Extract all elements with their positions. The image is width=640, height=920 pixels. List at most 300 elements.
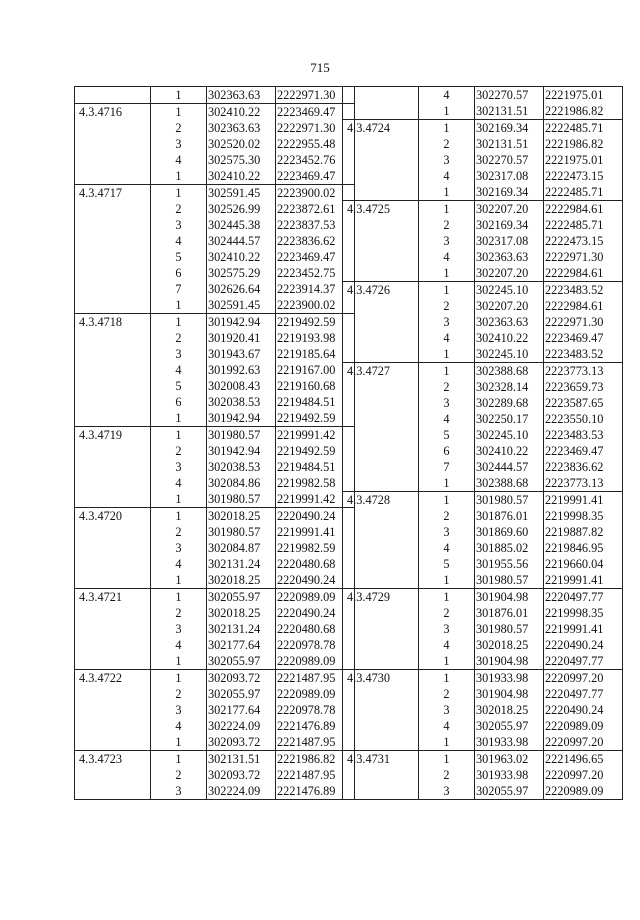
x-coordinate: 302018.25 [207, 572, 276, 589]
table-row [343, 556, 623, 572]
point-number: 1 [151, 751, 207, 768]
point-number: 3 [419, 152, 475, 168]
parcel-code [75, 136, 151, 152]
table-row [343, 298, 623, 314]
table-row [75, 589, 355, 606]
parcel-code [343, 87, 419, 104]
point-number: 4 [419, 540, 475, 556]
parcel-code [343, 298, 419, 314]
y-coordinate: 2221496.65 [544, 751, 623, 768]
parcel-code: 4.3.4727 [343, 363, 419, 380]
y-coordinate: 2220490.24 [544, 702, 623, 718]
x-coordinate: 302250.17 [475, 411, 544, 427]
table-row [75, 751, 355, 768]
y-coordinate: 2220997.20 [544, 734, 623, 751]
y-coordinate: 2221487.95 [276, 734, 355, 751]
point-number: 2 [151, 201, 207, 217]
point-number: 6 [419, 443, 475, 459]
table-row [343, 120, 623, 137]
x-coordinate: 302131.51 [207, 751, 276, 768]
parcel-code [343, 152, 419, 168]
x-coordinate: 301869.60 [475, 524, 544, 540]
table-row [75, 120, 355, 136]
x-coordinate: 302018.25 [475, 637, 544, 653]
table-row [75, 459, 355, 475]
parcel-code [75, 524, 151, 540]
point-number: 3 [419, 702, 475, 718]
table-row [343, 751, 623, 768]
point-number: 2 [151, 443, 207, 459]
point-number: 4 [151, 233, 207, 249]
table-row [75, 783, 355, 800]
parcel-code [343, 637, 419, 653]
parcel-code [75, 443, 151, 459]
x-coordinate: 302245.10 [475, 346, 544, 363]
y-coordinate: 2219991.41 [544, 621, 623, 637]
x-coordinate: 301980.57 [207, 491, 276, 508]
x-coordinate: 301942.94 [207, 443, 276, 459]
point-number: 2 [419, 605, 475, 621]
y-coordinate: 2222485.71 [544, 120, 623, 137]
y-coordinate: 2220989.09 [544, 783, 623, 800]
table-row [343, 168, 623, 184]
y-coordinate: 2223900.02 [276, 185, 355, 202]
table-row [343, 492, 623, 509]
y-coordinate: 2222971.30 [544, 314, 623, 330]
y-coordinate: 2223452.75 [276, 265, 355, 281]
y-coordinate: 2220480.68 [276, 621, 355, 637]
x-coordinate: 301980.57 [475, 492, 544, 509]
point-number: 1 [151, 589, 207, 606]
table-row [343, 411, 623, 427]
point-number: 3 [151, 459, 207, 475]
y-coordinate: 2223872.61 [276, 201, 355, 217]
y-coordinate: 2220480.68 [276, 556, 355, 572]
parcel-code [343, 136, 419, 152]
y-coordinate: 2219660.04 [544, 556, 623, 572]
x-coordinate: 302131.24 [207, 621, 276, 637]
x-coordinate: 302055.97 [207, 589, 276, 606]
point-number: 3 [419, 233, 475, 249]
point-number: 2 [151, 767, 207, 783]
x-coordinate: 302093.72 [207, 670, 276, 687]
point-number: 3 [151, 540, 207, 556]
y-coordinate: 2220978.78 [276, 702, 355, 718]
x-coordinate: 302224.09 [207, 783, 276, 800]
table-row [75, 249, 355, 265]
y-coordinate: 2219484.51 [276, 459, 355, 475]
table-row [75, 443, 355, 459]
table-row [343, 427, 623, 443]
parcel-code [343, 265, 419, 282]
table-row [75, 233, 355, 249]
point-number: 7 [419, 459, 475, 475]
x-coordinate: 302526.99 [207, 201, 276, 217]
parcel-code [75, 556, 151, 572]
parcel-code [343, 621, 419, 637]
table-row [343, 670, 623, 687]
table-row [343, 395, 623, 411]
point-number: 6 [151, 265, 207, 281]
y-coordinate: 2223836.62 [276, 233, 355, 249]
y-coordinate: 2219982.58 [276, 475, 355, 491]
point-number: 1 [151, 653, 207, 670]
y-coordinate: 2219982.59 [276, 540, 355, 556]
table-row [75, 572, 355, 589]
x-coordinate: 302245.10 [475, 427, 544, 443]
parcel-code [343, 653, 419, 670]
table-row [343, 217, 623, 233]
x-coordinate: 301876.01 [475, 508, 544, 524]
x-coordinate: 302445.38 [207, 217, 276, 233]
table-row [75, 281, 355, 297]
y-coordinate: 2222473.15 [544, 168, 623, 184]
y-coordinate: 2220490.24 [276, 572, 355, 589]
point-number: 1 [419, 492, 475, 509]
x-coordinate: 301980.57 [207, 524, 276, 540]
y-coordinate: 2220497.77 [544, 686, 623, 702]
coordinate-table-left [74, 86, 355, 800]
point-number: 4 [151, 556, 207, 572]
x-coordinate: 302591.45 [207, 297, 276, 314]
parcel-code: 4.3.4724 [343, 120, 419, 137]
point-number: 3 [151, 217, 207, 233]
y-coordinate: 2219991.42 [276, 427, 355, 444]
point-number: 4 [419, 87, 475, 104]
y-coordinate: 2220989.09 [544, 718, 623, 734]
table-row [343, 702, 623, 718]
x-coordinate: 302131.51 [475, 136, 544, 152]
y-coordinate: 2222955.48 [276, 136, 355, 152]
x-coordinate: 302055.97 [475, 783, 544, 800]
parcel-code [343, 508, 419, 524]
y-coordinate: 2221986.82 [276, 751, 355, 768]
point-number: 1 [151, 572, 207, 589]
parcel-code [75, 459, 151, 475]
y-coordinate: 2222485.71 [544, 217, 623, 233]
parcel-code [343, 217, 419, 233]
parcel-code [343, 572, 419, 589]
point-number: 1 [151, 491, 207, 508]
parcel-code [343, 783, 419, 800]
y-coordinate: 2223469.47 [544, 330, 623, 346]
x-coordinate: 302055.97 [207, 686, 276, 702]
parcel-code [75, 653, 151, 670]
point-number: 2 [151, 120, 207, 136]
point-number: 2 [419, 508, 475, 524]
y-coordinate: 2219887.82 [544, 524, 623, 540]
y-coordinate: 2223483.52 [544, 282, 623, 299]
y-coordinate: 2223836.62 [544, 459, 623, 475]
x-coordinate: 302207.20 [475, 265, 544, 282]
table-row [343, 540, 623, 556]
parcel-code [75, 249, 151, 265]
table-row [343, 282, 623, 299]
point-number: 1 [151, 410, 207, 427]
x-coordinate: 302444.57 [475, 459, 544, 475]
y-coordinate: 2219991.41 [276, 524, 355, 540]
x-coordinate: 302018.25 [207, 508, 276, 525]
point-number: 4 [419, 330, 475, 346]
x-coordinate: 302626.64 [207, 281, 276, 297]
point-number: 3 [151, 136, 207, 152]
table-row [343, 346, 623, 363]
parcel-code [343, 330, 419, 346]
table-row [75, 185, 355, 202]
parcel-code [75, 378, 151, 394]
parcel-code [75, 686, 151, 702]
x-coordinate: 302055.97 [207, 653, 276, 670]
point-number: 4 [419, 249, 475, 265]
table-row [343, 233, 623, 249]
x-coordinate: 302169.34 [475, 120, 544, 137]
table-row [343, 718, 623, 734]
parcel-code [343, 556, 419, 572]
parcel-code [75, 297, 151, 314]
y-coordinate: 2223469.47 [544, 443, 623, 459]
table-row [75, 556, 355, 572]
parcel-code [343, 346, 419, 363]
parcel-code [75, 201, 151, 217]
parcel-code [343, 427, 419, 443]
x-coordinate: 301980.57 [475, 621, 544, 637]
y-coordinate: 2220997.20 [544, 670, 623, 687]
parcel-code: 4.3.4726 [343, 282, 419, 299]
x-coordinate: 302444.57 [207, 233, 276, 249]
point-number: 6 [151, 394, 207, 410]
table-row [75, 427, 355, 444]
parcel-code: 4.3.4725 [343, 201, 419, 218]
point-number: 1 [419, 201, 475, 218]
table-row [75, 378, 355, 394]
parcel-code [75, 233, 151, 249]
y-coordinate: 2219492.59 [276, 443, 355, 459]
x-coordinate: 302388.68 [475, 363, 544, 380]
x-coordinate: 301885.02 [475, 540, 544, 556]
table-row [75, 686, 355, 702]
parcel-code [75, 621, 151, 637]
x-coordinate: 302093.72 [207, 767, 276, 783]
x-coordinate: 302131.51 [475, 103, 544, 120]
x-coordinate: 302388.68 [475, 475, 544, 492]
parcel-code [343, 702, 419, 718]
x-coordinate: 302270.57 [475, 87, 544, 104]
parcel-code [75, 734, 151, 751]
table-row [75, 718, 355, 734]
parcel-code [343, 459, 419, 475]
parcel-code [75, 540, 151, 556]
point-number: 3 [151, 702, 207, 718]
x-coordinate: 302084.87 [207, 540, 276, 556]
point-number: 1 [151, 297, 207, 314]
x-coordinate: 302410.22 [207, 168, 276, 185]
parcel-code [75, 152, 151, 168]
y-coordinate: 2222485.71 [544, 184, 623, 201]
table-row [343, 249, 623, 265]
point-number: 5 [419, 556, 475, 572]
x-coordinate: 302363.63 [207, 87, 276, 104]
parcel-code [75, 572, 151, 589]
x-coordinate: 302084.86 [207, 475, 276, 491]
y-coordinate: 2220497.77 [544, 589, 623, 606]
parcel-code [343, 233, 419, 249]
x-coordinate: 302224.09 [207, 718, 276, 734]
x-coordinate: 301904.98 [475, 686, 544, 702]
x-coordinate: 302328.14 [475, 379, 544, 395]
parcel-code: 4.3.4728 [343, 492, 419, 509]
parcel-code: 4.3.4717 [75, 185, 151, 202]
y-coordinate: 2222984.61 [544, 201, 623, 218]
y-coordinate: 2222971.30 [276, 120, 355, 136]
y-coordinate: 2223550.10 [544, 411, 623, 427]
parcel-code [75, 718, 151, 734]
y-coordinate: 2219193.98 [276, 330, 355, 346]
y-coordinate: 2221487.95 [276, 767, 355, 783]
table-row [343, 524, 623, 540]
table-row [343, 508, 623, 524]
point-number: 2 [419, 136, 475, 152]
x-coordinate: 301876.01 [475, 605, 544, 621]
point-number: 2 [151, 605, 207, 621]
point-number: 2 [419, 298, 475, 314]
y-coordinate: 2219484.51 [276, 394, 355, 410]
table-row [75, 524, 355, 540]
x-coordinate: 301980.57 [475, 572, 544, 589]
x-coordinate: 302018.25 [207, 605, 276, 621]
x-coordinate: 302520.02 [207, 136, 276, 152]
parcel-code: 4.3.4716 [75, 104, 151, 121]
x-coordinate: 302169.34 [475, 184, 544, 201]
point-number: 5 [151, 249, 207, 265]
point-number: 4 [419, 637, 475, 653]
table-row [343, 265, 623, 282]
x-coordinate: 302008.43 [207, 378, 276, 394]
y-coordinate: 2223773.13 [544, 475, 623, 492]
y-coordinate: 2221986.82 [544, 136, 623, 152]
parcel-code: 4.3.4722 [75, 670, 151, 687]
table-row [343, 475, 623, 492]
point-number: 1 [419, 265, 475, 282]
parcel-code [343, 411, 419, 427]
point-number: 4 [151, 637, 207, 653]
y-coordinate: 2223469.47 [276, 104, 355, 121]
point-number: 1 [419, 475, 475, 492]
point-number: 3 [151, 346, 207, 362]
parcel-code [343, 103, 419, 120]
table-row [75, 394, 355, 410]
table-row [75, 330, 355, 346]
y-coordinate: 2223483.52 [544, 346, 623, 363]
parcel-code [75, 605, 151, 621]
y-coordinate: 2222971.30 [544, 249, 623, 265]
point-number: 1 [151, 314, 207, 331]
parcel-code [75, 265, 151, 281]
point-number: 1 [419, 572, 475, 589]
point-number: 3 [151, 783, 207, 800]
parcel-code: 4.3.4721 [75, 589, 151, 606]
coordinate-table-right [342, 86, 623, 800]
table-row [75, 152, 355, 168]
x-coordinate: 302177.64 [207, 637, 276, 653]
table-row [343, 314, 623, 330]
parcel-code [75, 637, 151, 653]
y-coordinate: 2220490.24 [544, 637, 623, 653]
parcel-code [343, 168, 419, 184]
point-number: 4 [419, 718, 475, 734]
parcel-code [75, 281, 151, 297]
parcel-code [343, 379, 419, 395]
point-number: 1 [151, 734, 207, 751]
parcel-code [75, 491, 151, 508]
y-coordinate: 2219167.00 [276, 362, 355, 378]
table-row [343, 605, 623, 621]
parcel-code [75, 168, 151, 185]
point-number: 4 [419, 168, 475, 184]
x-coordinate: 301933.98 [475, 670, 544, 687]
parcel-code [343, 718, 419, 734]
point-number: 1 [151, 87, 207, 104]
parcel-code [75, 330, 151, 346]
parcel-code: 4.3.4729 [343, 589, 419, 606]
table-row [343, 767, 623, 783]
table-row [75, 168, 355, 185]
y-coordinate: 2219492.59 [276, 410, 355, 427]
point-number: 2 [151, 330, 207, 346]
y-coordinate: 2220997.20 [544, 767, 623, 783]
table-row [343, 589, 623, 606]
y-coordinate: 2223469.47 [276, 168, 355, 185]
parcel-code: 4.3.4723 [75, 751, 151, 768]
point-number: 1 [419, 589, 475, 606]
table-row [343, 443, 623, 459]
table-row [343, 379, 623, 395]
x-coordinate: 302575.29 [207, 265, 276, 281]
point-number: 2 [151, 524, 207, 540]
table-row [343, 621, 623, 637]
y-coordinate: 2220978.78 [276, 637, 355, 653]
x-coordinate: 302317.08 [475, 233, 544, 249]
table-row [75, 265, 355, 281]
parcel-code [343, 443, 419, 459]
table-row [75, 605, 355, 621]
table-row [343, 152, 623, 168]
point-number: 2 [419, 686, 475, 702]
x-coordinate: 302018.25 [475, 702, 544, 718]
x-coordinate: 301942.94 [207, 410, 276, 427]
y-coordinate: 2222984.61 [544, 298, 623, 314]
x-coordinate: 302317.08 [475, 168, 544, 184]
parcel-code [343, 314, 419, 330]
parcel-code [75, 410, 151, 427]
table-row [343, 363, 623, 380]
table-row [75, 491, 355, 508]
point-number: 1 [419, 120, 475, 137]
x-coordinate: 301904.98 [475, 653, 544, 670]
parcel-code [75, 783, 151, 800]
y-coordinate: 2221975.01 [544, 152, 623, 168]
table-row [343, 201, 623, 218]
x-coordinate: 302591.45 [207, 185, 276, 202]
point-number: 4 [419, 411, 475, 427]
parcel-code: 4.3.4719 [75, 427, 151, 444]
y-coordinate: 2221487.95 [276, 670, 355, 687]
parcel-code [343, 605, 419, 621]
point-number: 1 [419, 282, 475, 299]
x-coordinate: 302410.22 [207, 104, 276, 121]
x-coordinate: 302038.53 [207, 459, 276, 475]
point-number: 3 [419, 524, 475, 540]
parcel-code [343, 524, 419, 540]
